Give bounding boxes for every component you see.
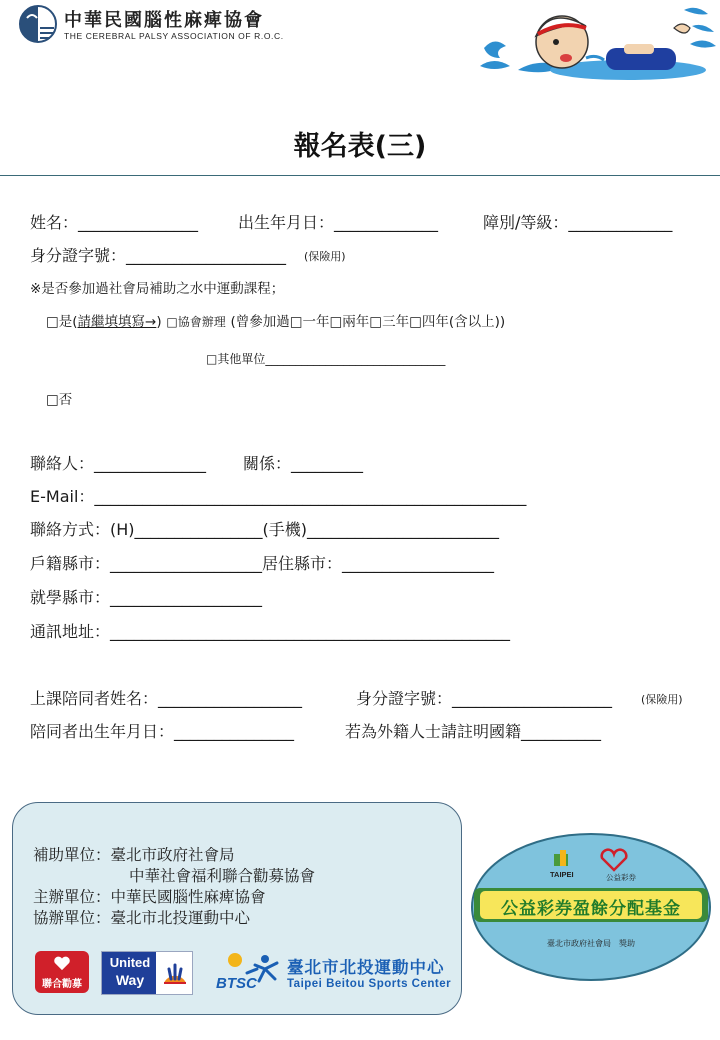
sponsor-line-united-fund: 中華社會福利聯合勸募協會: [129, 867, 316, 885]
contact-person-field: 聯絡人：______________: [30, 454, 207, 473]
companion-birth-field: 陪同者出生年月日：_______________: [30, 722, 295, 741]
option-yes-row: [46, 310, 505, 330]
badge-banner: 公益彩券盈餘分配基金: [501, 899, 681, 919]
companion-id-field: 身分證字號：____________________: [356, 689, 613, 708]
email-field: E-Mail：______________________________________________________: [30, 487, 527, 506]
swimmer-illustration-icon: [478, 4, 718, 88]
united-way-line1: United: [109, 955, 151, 970]
address-field: 通訊地址：__________________________________________________: [30, 622, 511, 641]
id-number-field: 身分證字號：____________________: [30, 246, 287, 265]
form-title: 報名表(三): [293, 131, 427, 162]
united-fund-label: 聯合勸募: [42, 979, 82, 990]
option-no[interactable]: □否: [46, 392, 73, 408]
btsc-name-zh: 臺北市北投運動中心: [287, 958, 445, 977]
heart-icon: [53, 955, 71, 971]
united-way-logo: [101, 951, 193, 995]
united-way-line2: Way: [115, 972, 145, 988]
participation-history: (曾參加過□一年□兩年□三年□四年(含以上)): [230, 314, 506, 330]
org-name-zh: 中華民國腦性麻痺協會: [64, 10, 264, 31]
course-question: ※是否參加過社會局補助之水中運動課程；: [30, 281, 285, 297]
badge-bottom: 臺北市政府社會局 獎助: [547, 939, 635, 948]
lottery-fund-badge: [470, 832, 712, 982]
badge-taipei: TAIPEI: [550, 870, 574, 879]
united-fund-logo: [35, 951, 89, 993]
school-city-field: 就學縣市：___________________: [30, 588, 263, 607]
btsc-name-en: Taipei Beitou Sports Center: [287, 978, 452, 990]
nationality-field: 若為外籍人士請註明國籍__________: [345, 722, 602, 741]
name-field: 姓名：_______________: [30, 213, 199, 232]
sponsor-line-subsidy: 補助單位：臺北市政府社會局: [33, 846, 235, 864]
btsc-abbr: BTSC: [216, 975, 257, 992]
option-yes-close: ): [156, 314, 162, 330]
option-other-unit[interactable]: □其他單位______________________________: [206, 352, 446, 366]
org-name-en: THE CEREBRAL PALSY ASSOCIATION OF R.O.C.: [64, 31, 284, 41]
insurance-note: (保險用): [304, 250, 346, 263]
united-way-hand-icon: [160, 957, 190, 987]
city-fields: 戶籍縣市：___________________居住縣市：___________________: [30, 554, 495, 573]
birthdate-field: 出生年月日：_____________: [238, 213, 439, 232]
sponsor-line-organizer: 主辦單位：中華民國腦性麻痺協會: [33, 888, 266, 906]
relation-field: 關係：_________: [243, 454, 364, 473]
companion-insurance-note: (保險用): [641, 693, 683, 706]
companion-name-field: 上課陪同者姓名：__________________: [30, 689, 303, 708]
sponsor-line-co-organizer: 協辦單位：臺北市北投運動中心: [33, 909, 251, 927]
title-divider: [0, 175, 720, 176]
option-association[interactable]: □協會辦理: [166, 315, 226, 329]
phone-field: 聯絡方式：(H)________________(手機)________________________: [30, 520, 500, 539]
option-yes[interactable]: □是(: [46, 314, 78, 330]
continue-fill-link: 請繼填填寫→: [77, 314, 157, 330]
disability-field: 障別/等級：_____________: [483, 213, 673, 232]
sponsor-box: [12, 802, 462, 1015]
association-logo-icon: [18, 4, 58, 44]
badge-public-lottery: 公益彩券: [606, 873, 636, 882]
